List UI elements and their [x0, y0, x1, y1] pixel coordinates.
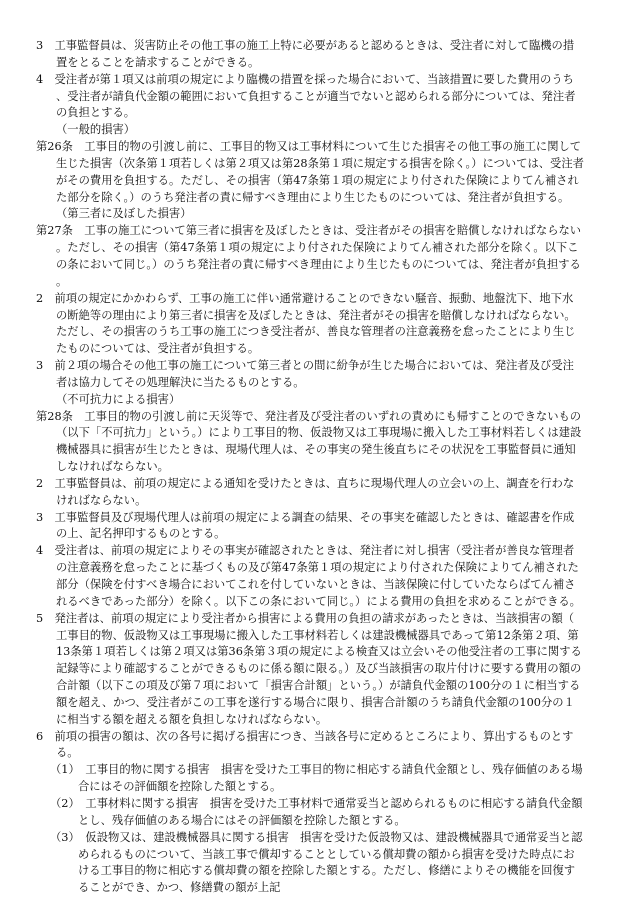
- paragraph-3: 3 前２項の場合その他工事の施工について第三者との間に紛争が生じた場合においては、発注者及び受注者は協力してその処理解決に当たるものとする。: [36, 359, 574, 389]
- article-caption: （不可抗力による損害）: [56, 392, 181, 406]
- paragraph-5: 5 発注者は、前項の規定により受注者から損害による費用の負担の請求があったときは、当該損害の額（工事目的物、仮設物又は工事現場に搬入した工事材料若しくは建設機械器具であって第12条第２項、第13条第１項若しくは第２項又は第36条第３項の規定による検査又は立会いその他受注者の工事に関する記録等により確認することができるものに係る額に限る。）及び当該損害の取片付けに要する費用の額の合計額（以下この項及び第７項において「損害合計額」という。）が請負代金額の100分の１に相当する額を超え、かつ、受注者がこの工事を遂行する場合に限り、損害合計額のうち請負代金額の100分の１に相当する額を超える額を負担しなければならない。: [36, 611, 582, 726]
- article-caption: （一般的損害）: [56, 123, 136, 137]
- paragraph-4: 4 受注者は、前項の規定によりその事実が確認されたときは、発注者に対し損害（受注者が善良な管理者の注意義務を怠ったことに基づくもの及び第47条第１項の規定により付された保険によりてん補された部分（保険を付すべき場合においてこれを付していないときは、当該保険に付していたならばてん補されるべきであった部分）を除く。以下この条において同じ。）による費用の負担を求めることができる。: [36, 544, 581, 608]
- list-item-1: （1） 工事目的物に関する損害 損害を受けた工事目的物に相応する請負代金額とし、残存価値のある場合にはその評価額を控除した額とする。: [50, 763, 583, 794]
- paragraph-2: 2 工事監督員は、前項の規定による通知を受けたときは、直ちに現場代理人の立会いの上、調査を行わなければならない。: [36, 476, 575, 507]
- paragraph-6: 6 前項の損害の額は、次の各号に掲げる損害につき、当該各号に定めるところにより、算出するものとする。: [36, 729, 574, 760]
- article-27: 第27条 工事の施工について第三者に損害を及ぼしたときは、受注者がその損害を賠償しなければならない。ただし、その損害（第47条第１項の規定により付された保険によりてん補された部分を除く。以下この条において同じ。）のうち発注者の責に帰すべき理由により生じたものについては、発注者が負担する。: [36, 224, 582, 288]
- paragraph-4: 4 受注者が第１項又は前項の規定により臨機の措置を採った場合において、当該措置に要した費用のうち、受注者が請負代金額の範囲において負担することが適当でないと認められる部分については、発注者の負担とする。: [36, 72, 576, 120]
- list-item-3: （3） 仮設物又は、建設機械器具に関する損害 損害を受けた仮設物又は、建設機械器具で通常妥当と認められるものについて、当該工事で償却することとしている償却費の額から損害を受けた時点における工事目的物に相応する償却費の額を控除した額とする。ただし、修繕によりその機能を回復することができ、かつ、修繕費の額が上記: [50, 830, 583, 895]
- paragraph-3: 3 工事監督員及び現場代理人は前項の規定による調査の結果、その事実を確認したときは、確認書を作成の上、記名押印するものとする。: [36, 510, 575, 541]
- paragraph-2: 2 前項の規定にかかわらず、工事の施工に伴い通常避けることのできない騒音、振動、地盤沈下、地下水の断絶等の理由により第三者に損害を及ぼしたときは、発注者がその損害を賠償しなければならない。ただし、その損害のうち工事の施工につき受注者が、善良な管理者の注意義務を怠ったことにより生じたものについては、受注者が負担する。: [36, 291, 576, 356]
- article-caption: （第三者に及ぼした損害）: [56, 207, 192, 221]
- article-28: 第28条 工事目的物の引渡し前に天災等で、発注者及び受注者のいずれの責めにも帰すことのできないもの（以下「不可抗力」という。）により工事目的物、仮設物又は工事現場に搬入した工事材料若しくは建設機械器具に損害が生じたときは、現場代理人は、その事実の発生後直ちにその状況を工事監督員に通知しなければならない。: [36, 409, 582, 474]
- list-item-2: （2） 工事材料に関する損害 損害を受けた工事材料で通常妥当と認められるものに相応する請負代金額とし、残存価値のある場合にはその評価額を控除した額とする。: [50, 796, 583, 827]
- article-26: 第26条 工事目的物の引渡し前に、工事目的物又は工事材料について生じた損害その他工事の施工に関して生じた損害（次条第１項若しくは第２項又は第28条第１項に規定する損害を除く。）については、受注者がその費用を負担する。ただし、その損害（第47条第１項の規定により付された保険によりてん補された部分を除く。）のうち発注者の責に帰すべき理由により生じたものについては、発注者が負担する。: [36, 140, 584, 204]
- paragraph-3: 3 工事監督員は、災害防止その他工事の施工上特に必要があると認めるときは、受注者に対して臨機の措置をとることを請求することができる。: [36, 39, 575, 69]
